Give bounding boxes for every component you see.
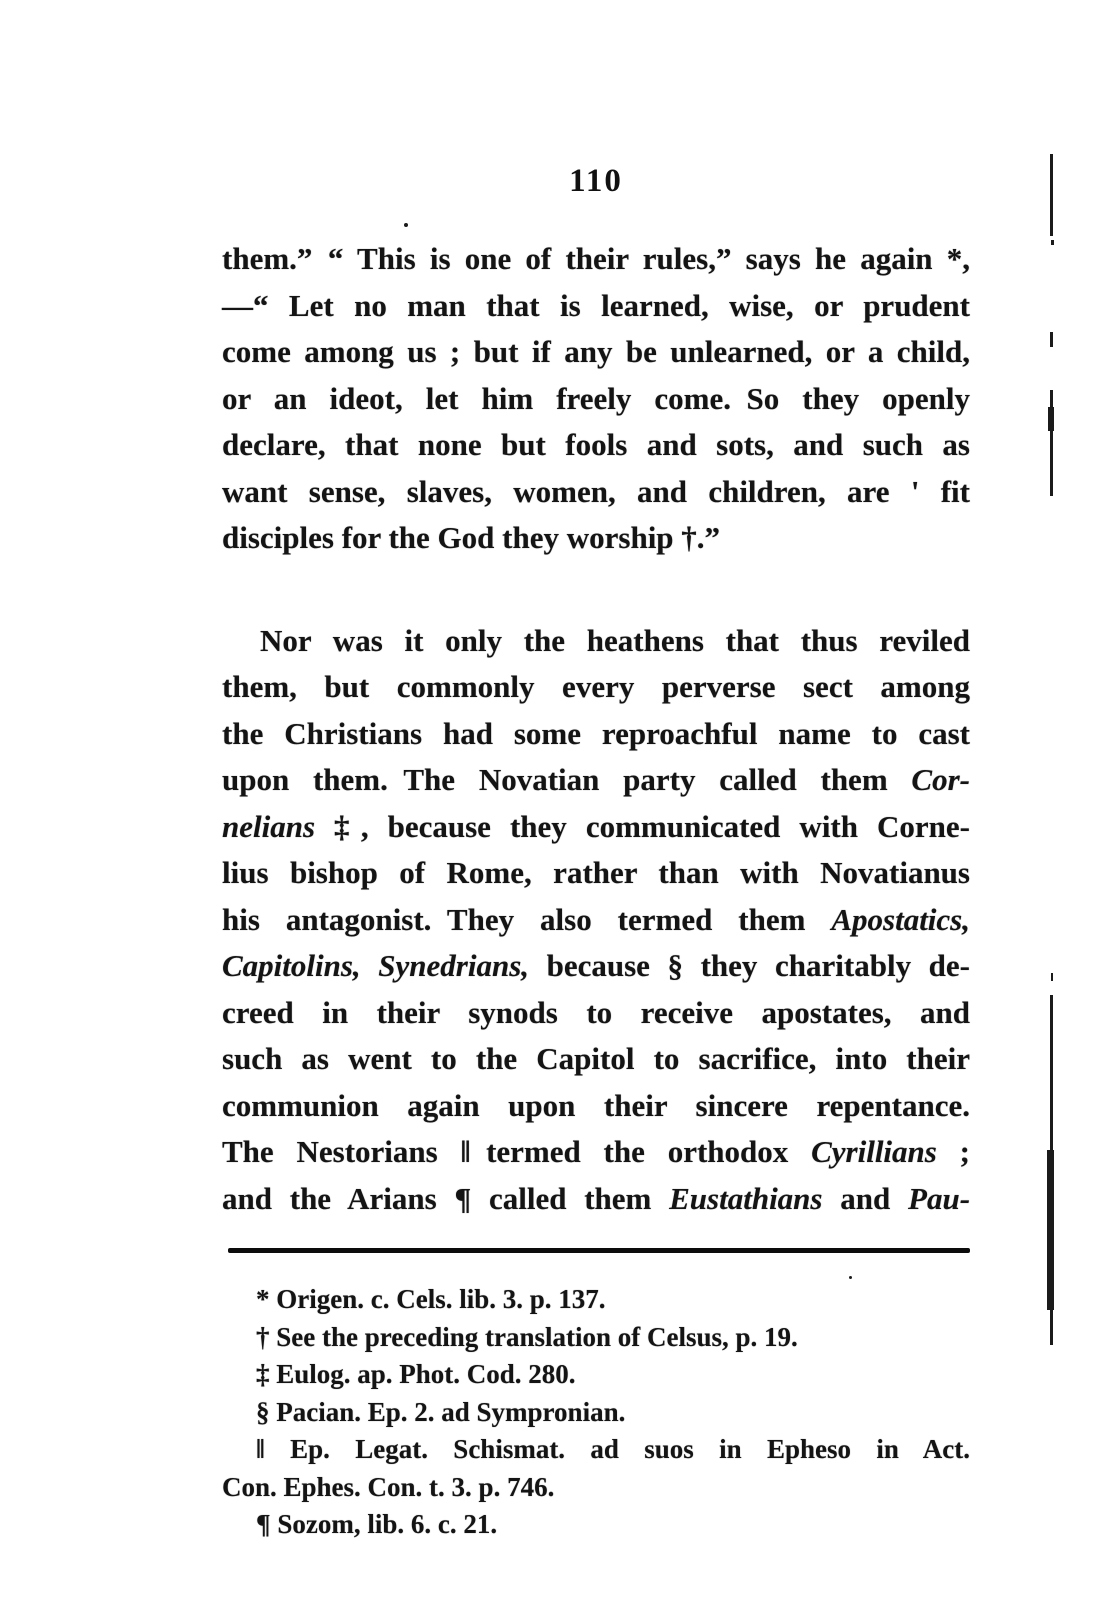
footnote-line: ‡ Eulog. ap. Phot. Cod. 280. <box>256 1359 576 1389</box>
footnote-line: § Pacian. Ep. 2. ad Sympronian. <box>256 1396 626 1427</box>
text-line <box>222 1129 970 1176</box>
text-segment: his antagonist. They also termed them <box>222 901 832 937</box>
text-segment: come among us ; but if any be unlearned, or a child, <box>222 334 970 369</box>
text-line <box>222 711 970 758</box>
text-segment: —“ Let no man that is learned, wise, or prudent <box>222 287 970 323</box>
text-segment: disciples for the God they worship †.” <box>222 520 721 555</box>
footnote-line: ‖ Ep. Legat. Schismat. ad suos in Epheso in Act. <box>256 1434 970 1464</box>
text-line <box>222 1083 970 1130</box>
text-segment: or an ideot, let him freely come. So they openly <box>222 380 970 416</box>
scan-artifact-dot <box>849 1276 852 1279</box>
text-line <box>222 283 970 330</box>
page-number: 110 <box>569 163 623 199</box>
text-line <box>222 664 970 711</box>
text-line <box>222 1036 970 1083</box>
text-segment: communion again upon their sincere repentance. <box>222 1087 970 1123</box>
text-line <box>222 757 970 804</box>
text-line <box>222 943 970 990</box>
text-segment: them.” “ This is one of their rules,” says he again *, <box>222 241 970 276</box>
footnote-line: ¶ Sozom, lib. 6. c. 21. <box>256 1509 498 1539</box>
text-segment: creed in their synods to receive apostates, and <box>222 994 970 1030</box>
text-segment: want sense, slaves, women, and children, are ' fit <box>222 473 970 509</box>
text-segment: Nor was it only the heathens that thus reviled <box>260 622 970 658</box>
text-segment: and <box>822 1180 909 1216</box>
footnote-line: Con. Ephes. Con. t. 3. p. 746. <box>222 1471 555 1502</box>
footnote-separator-rule <box>228 1248 970 1253</box>
text-segment: them, but commonly every perverse sect among <box>222 669 970 704</box>
text-line <box>222 422 970 469</box>
text-line <box>222 804 970 851</box>
text-segment-italic: nelians <box>222 808 316 844</box>
paragraph-sects <box>222 618 970 1223</box>
text-line <box>222 850 970 897</box>
scan-artifact-dot <box>404 223 408 227</box>
text-segment-italic: Pau- <box>908 1180 971 1216</box>
text-segment: ‡, because they communicated with Corne- <box>315 808 970 844</box>
text-segment-italic: Capitolins, Synedrians, <box>222 948 530 983</box>
text-segment: and the Arians ¶ called them <box>222 1180 670 1216</box>
scan-artifact-line <box>1048 407 1054 431</box>
main-text-block <box>222 236 970 1222</box>
text-line <box>222 618 970 665</box>
text-segment-italic: Apostatics, <box>831 901 970 937</box>
scan-artifact-line <box>1047 1150 1054 1310</box>
text-segment: ; <box>936 1134 971 1169</box>
text-segment: the Christians had some reproachful name to cast <box>222 715 970 751</box>
text-segment: The Nestorians ‖ termed the orthodox <box>222 1134 812 1169</box>
scan-artifact-line <box>1051 973 1053 981</box>
text-line <box>222 469 970 516</box>
text-segment: upon them. The Novatian party called them <box>222 762 912 797</box>
scan-artifact-dot <box>1051 240 1054 245</box>
text-segment: declare, that none but fools and sots, and such as <box>222 427 970 462</box>
footnotes-block <box>222 1281 970 1544</box>
text-segment-italic: Cyrillians <box>811 1134 937 1169</box>
text-segment: because § they charitably de- <box>529 948 970 983</box>
text-line <box>222 329 970 376</box>
scan-artifact-line <box>1050 332 1053 347</box>
text-line <box>222 376 970 423</box>
text-line <box>222 897 970 944</box>
text-line <box>222 990 970 1037</box>
text-line <box>222 515 970 562</box>
footnote-line: * Origen. c. Cels. lib. 3. p. 137. <box>256 1284 606 1314</box>
text-segment: lius bishop of Rome, rather than with Novatianus <box>222 855 970 890</box>
text-line <box>222 1176 970 1223</box>
text-segment: such as went to the Capitol to sacrifice, into their <box>222 1041 970 1076</box>
text-segment-italic: Eustathians <box>669 1180 823 1216</box>
scan-artifact-line <box>1050 154 1053 236</box>
paragraph-quote <box>222 236 970 562</box>
text-line <box>222 236 970 283</box>
scan-artifact-line <box>1050 390 1053 496</box>
footnote-line: † See the preceding translation of Celsus, p. 19. <box>256 1321 798 1352</box>
text-segment-italic: Cor- <box>911 762 970 797</box>
